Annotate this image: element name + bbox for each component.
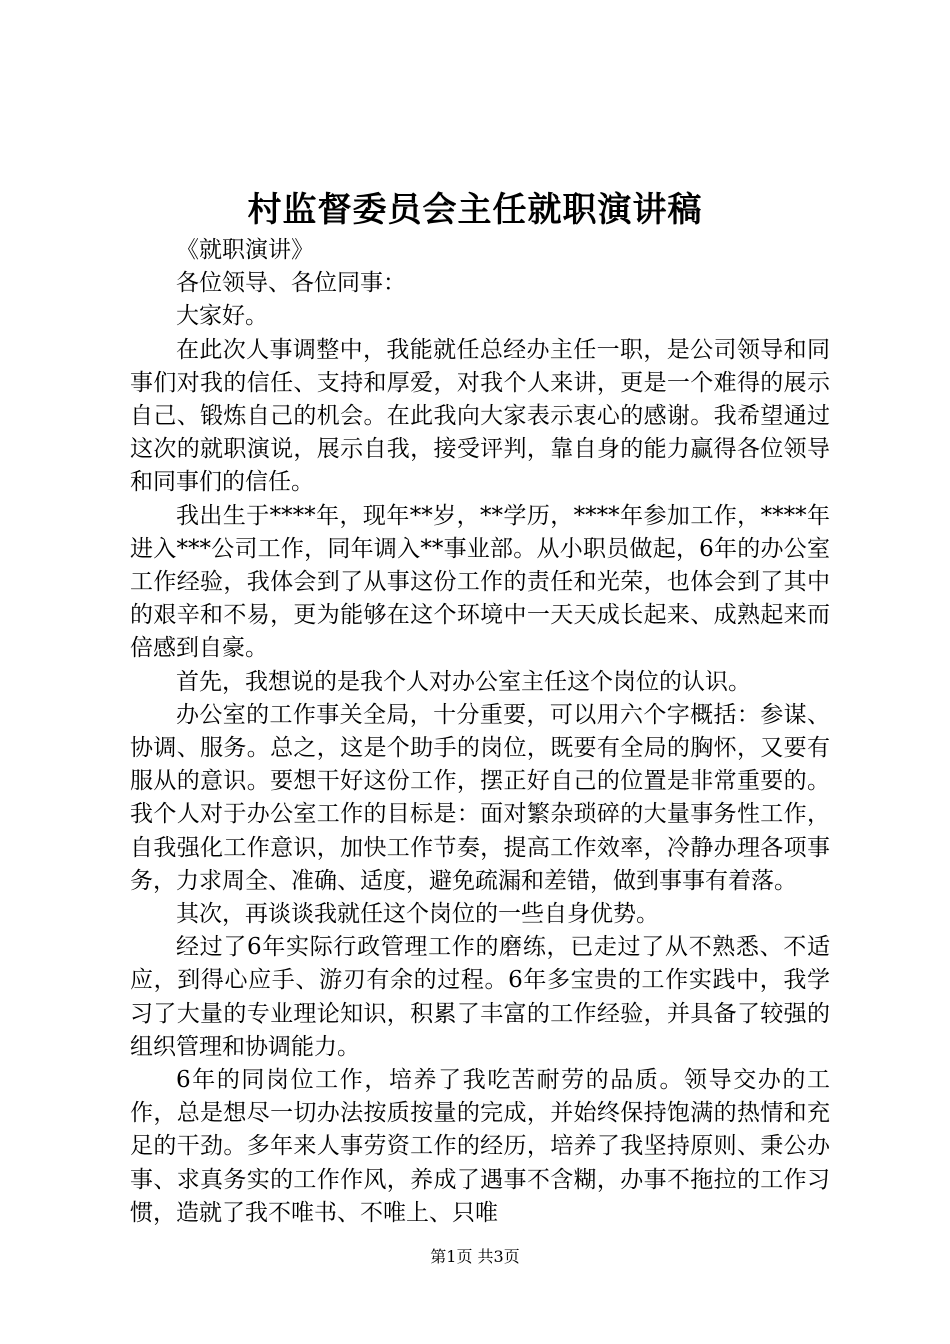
paragraph: 在此次人事调整中，我能就任总经办主任一职，是公司领导和同事们对我的信任、支持和厚爱，对我个人来讲，更是一个难得的展示自己、锻炼自己的机会。在此我向大家表示衷心的感谢。我希望通过这次的就职演说，展示自我，接受评判，靠自身的能力赢得各位领导和同事们的信任。 [130, 336, 830, 496]
paragraph: 经过了6年实际行政管理工作的磨练，已走过了从不熟悉、不适应，到得心应手、游刃有余的过程。6年多宝贵的工作实践中，我学习了大量的专业理论知识，积累了丰富的工作经验，并具备了较强的组织管理和协调能力。 [130, 934, 830, 1060]
paragraph: 6年的同岗位工作，培养了我吃苦耐劳的品质。领导交办的工作，总是想尽一切办法按质按量的完成，并始终保持饱满的热情和充足的干劲。多年来人事劳资工作的经历，培养了我坚持原则、秉公办事、求真务实的工作作风，养成了遇事不含糊，办事不拖拉的工作习惯，造就了我不唯书、不唯上、只唯 [130, 1067, 830, 1226]
paragraph: 各位领导、各位同事： [176, 270, 406, 297]
paragraph: 《就职演讲》 [176, 237, 314, 263]
paragraph: 办公室的工作事关全局，十分重要，可以用六个字概括：参谋、协调、服务。总之，这是个助手的岗位，既要有全局的胸怀，又要有服从的意识。要想干好这份工作，摆正好自己的位置是非常重要的。我个人对于办公室工作的目标是：面对繁杂琐碎的大量事务性工作，自我强化工作意识，加快工作节奏，提高工作效率，冷静办理各项事务，力求周全、准确、适度，避免疏漏和差错，做到事事有着落。 [130, 701, 830, 894]
paragraph: 我出生于****年，现年**岁，**学历，****年参加工作，****年进入***公司工作，同年调入**事业部。从小职员做起，6年的办公室工作经验，我体会到了从事这份工作的责任和光荣，也体会到了其中的艰辛和不易，更为能够在这个环境中一天天成长起来、成熟起来而倍感到自豪。 [130, 502, 830, 662]
paragraph: 大家好。 [176, 303, 268, 330]
document-body [130, 234, 830, 1230]
paragraph: 首先，我想说的是我个人对办公室主任这个岗位的认识。 [176, 668, 751, 695]
page-footer: 第1页 共3页 [430, 1247, 520, 1266]
paragraph: 其次，再谈谈我就任这个岗位的一些自身优势。 [176, 901, 659, 928]
document-title: 村监督委员会主任就职演讲稿 [247, 190, 703, 230]
